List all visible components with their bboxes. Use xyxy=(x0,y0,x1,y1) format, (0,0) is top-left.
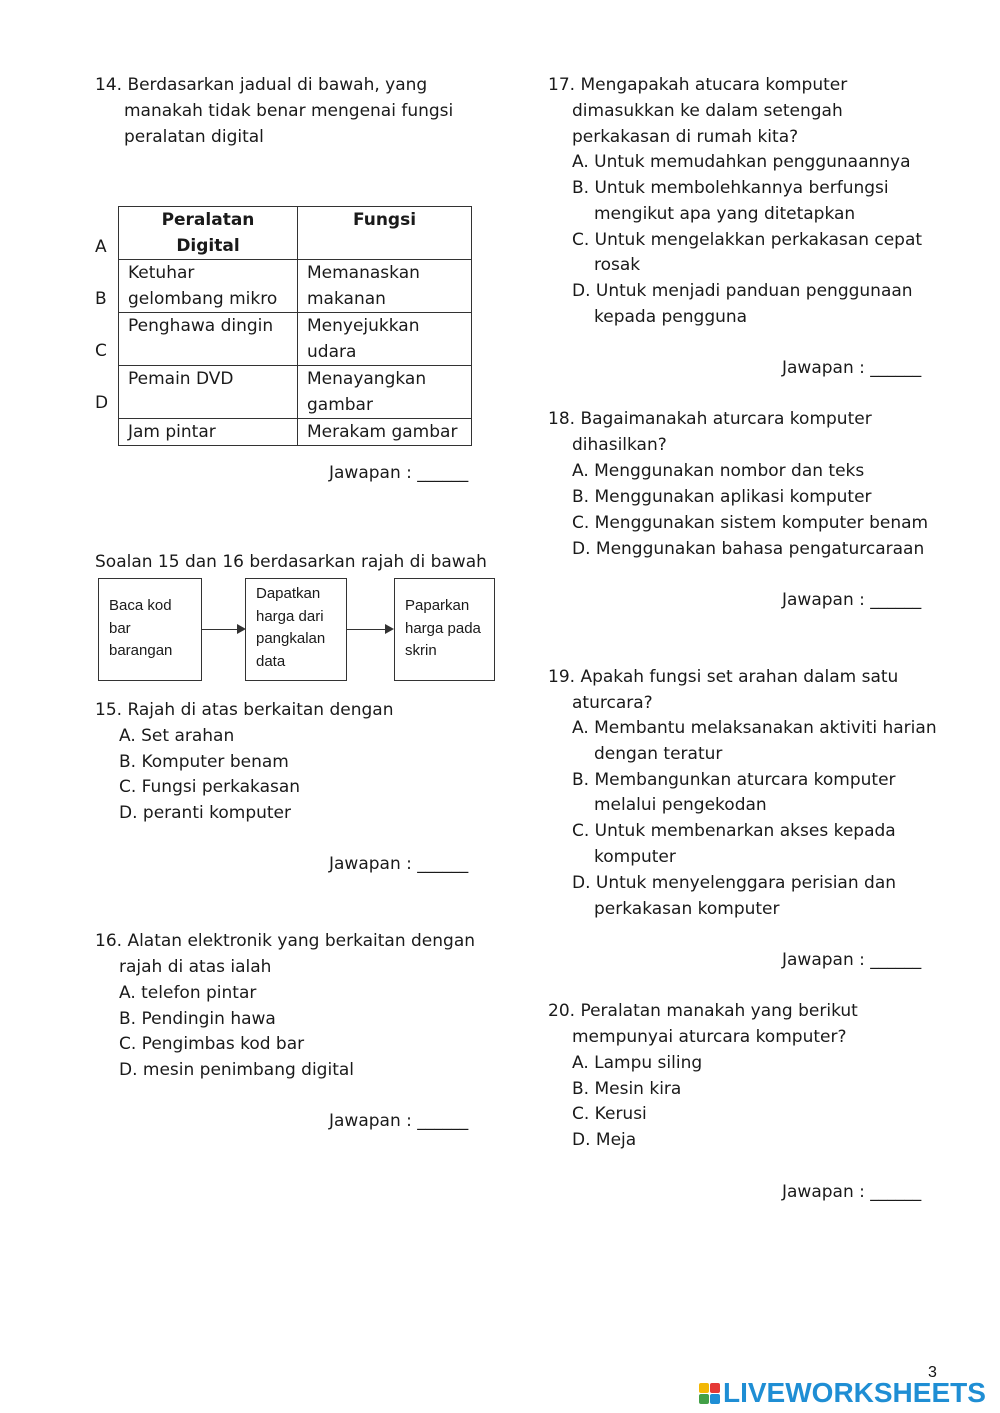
q19-option: melalui pengekodan xyxy=(594,795,767,815)
flow-box-text: Paparkan xyxy=(405,597,470,614)
table-cell: gambar xyxy=(307,395,373,415)
q17-option: kepada pengguna xyxy=(594,307,748,327)
q16-option: A. telefon pintar xyxy=(119,983,257,1003)
table-row xyxy=(119,260,472,313)
flow-box-scan xyxy=(98,578,202,681)
q19-option: komputer xyxy=(594,847,676,867)
flow-arrow xyxy=(347,629,385,630)
q19-answer-field[interactable]: Jawapan : ______ xyxy=(782,950,922,970)
table-cell: Pemain DVD xyxy=(128,369,234,389)
flow-box-text: skrin xyxy=(405,642,437,659)
q16-stem-line: 16. Alatan elektronik yang berkaitan dengan xyxy=(95,931,476,951)
q16-answer-field[interactable]: Jawapan : ______ xyxy=(329,1111,469,1131)
flow-box-text: harga pada xyxy=(405,619,481,637)
q19-stem-line: aturcara? xyxy=(572,693,653,713)
q20-stem-line: mempunyai aturcara komputer? xyxy=(572,1027,847,1047)
flow-box-text: data xyxy=(256,652,286,670)
q14-row-label: A xyxy=(95,237,107,257)
q17-stem-line: perkakasan di rumah kita? xyxy=(572,127,799,147)
q17-option: rosak xyxy=(594,255,641,275)
q19-option: B. Membangunkan aturcara komputer xyxy=(572,770,896,790)
flow-box-text: Baca kod xyxy=(109,597,172,614)
q17-option: C. Untuk mengelakkan perkakasan cepat xyxy=(572,230,923,250)
q19-option: dengan teratur xyxy=(594,744,723,764)
q19-option: perkakasan komputer xyxy=(594,899,780,919)
flow-arrow xyxy=(202,629,238,630)
arrow-head-icon xyxy=(385,624,394,634)
q19-option: D. Untuk menyelenggara perisian dan xyxy=(572,873,897,893)
q15-option: A. Set arahan xyxy=(119,726,235,746)
table-cell: Memanaskan xyxy=(307,263,420,283)
q14-stem-line: 14. Berdasarkan jadual di bawah, yang xyxy=(95,75,428,95)
table-cell: udara xyxy=(307,342,357,362)
logo-grid-icon xyxy=(699,1383,720,1404)
q16-option: B. Pendingin hawa xyxy=(119,1009,276,1029)
table-row xyxy=(119,366,472,419)
table-cell: Merakam gambar xyxy=(307,422,458,442)
q15-option: D. peranti komputer xyxy=(119,803,292,823)
table-cell: Ketuhar xyxy=(128,263,195,283)
brand-name: LIVEWORKSHEETS xyxy=(723,1377,986,1408)
q16-option: C. Pengimbas kod bar xyxy=(119,1034,305,1054)
table-row xyxy=(119,419,472,446)
q16-stem-line: rajah di atas ialah xyxy=(119,957,272,977)
table-cell: Penghawa dingin xyxy=(128,316,274,336)
flow-box-display xyxy=(394,578,495,681)
q18-option: B. Menggunakan aplikasi komputer xyxy=(572,487,872,507)
q18-option: D. Menggunakan bahasa pengaturcaraan xyxy=(572,539,925,559)
q20-stem-line: 20. Peralatan manakah yang berikut xyxy=(548,1001,858,1021)
q20-option: D. Meja xyxy=(572,1130,637,1150)
q17-answer-field[interactable]: Jawapan : ______ xyxy=(782,358,922,378)
table-cell: Menayangkan xyxy=(307,369,427,389)
flow-box-text: bar xyxy=(109,619,131,637)
table-header: Peralatan Digital xyxy=(119,207,298,260)
q18-stem-line: 18. Bagaimanakah aturcara komputer xyxy=(548,409,872,429)
q15-option: C. Fungsi perkakasan xyxy=(119,777,301,797)
q14-row-label: B xyxy=(95,289,107,309)
q19-option: C. Untuk membenarkan akses kepada xyxy=(572,821,896,841)
flow-box-text: barangan xyxy=(109,642,173,659)
q15-answer-field[interactable]: Jawapan : ______ xyxy=(329,854,469,874)
flow-box-text: harga dari xyxy=(256,607,324,625)
q15-option: B. Komputer benam xyxy=(119,752,289,772)
q20-option: B. Mesin kira xyxy=(572,1079,682,1099)
q19-option: A. Membantu melaksanakan aktiviti harian xyxy=(572,718,937,738)
flow-box-lookup xyxy=(245,578,347,681)
q17-option: mengikut apa yang ditetapkan xyxy=(594,204,856,224)
q18-answer-field[interactable]: Jawapan : ______ xyxy=(782,590,922,610)
q14-row-label: C xyxy=(95,341,107,361)
table-cell: gelombang mikro xyxy=(128,289,278,309)
q14-answer-field[interactable]: Jawapan : ______ xyxy=(329,463,469,483)
q16-option: D. mesin penimbang digital xyxy=(119,1060,354,1080)
q17-option: A. Untuk memudahkan penggunaannya xyxy=(572,152,911,172)
q18-stem-line: dihasilkan? xyxy=(572,435,667,455)
flow-box-text: pangkalan xyxy=(256,630,326,647)
q17-option: B. Untuk membolehkannya berfungsi xyxy=(572,178,889,198)
q20-option: C. Kerusi xyxy=(572,1104,647,1124)
q15-stem-line: 15. Rajah di atas berkaitan dengan xyxy=(95,700,394,720)
table-row xyxy=(119,313,472,366)
q18-option: A. Menggunakan nombor dan teks xyxy=(572,461,865,481)
table-cell: makanan xyxy=(307,289,386,309)
q14-stem-line: manakah tidak benar mengenai fungsi xyxy=(124,101,454,121)
q19-stem-line: 19. Apakah fungsi set arahan dalam satu xyxy=(548,667,899,687)
q17-stem-line: 17. Mengapakah atucara komputer xyxy=(548,75,848,95)
table-cell: Menyejukkan xyxy=(307,316,420,336)
table-cell: Jam pintar xyxy=(128,422,216,442)
flow-box-text: Dapatkan xyxy=(256,585,321,602)
q20-answer-field[interactable]: Jawapan : ______ xyxy=(782,1182,922,1202)
q14-row-label: D xyxy=(95,393,109,413)
table-header: Fungsi xyxy=(298,207,472,260)
page-number: 3 xyxy=(928,1364,937,1381)
diagram-intro: Soalan 15 dan 16 berdasarkan rajah di bawah xyxy=(95,552,487,572)
liveworksheets-logo[interactable] xyxy=(699,1376,986,1410)
q14-stem-line: peralatan digital xyxy=(124,127,264,147)
q20-option: A. Lampu siling xyxy=(572,1053,703,1073)
digital-devices-table xyxy=(118,206,472,446)
q17-option: D. Untuk menjadi panduan penggunaan xyxy=(572,281,913,301)
q18-option: C. Menggunakan sistem komputer benam xyxy=(572,513,929,533)
q17-stem-line: dimasukkan ke dalam setengah xyxy=(572,101,843,121)
